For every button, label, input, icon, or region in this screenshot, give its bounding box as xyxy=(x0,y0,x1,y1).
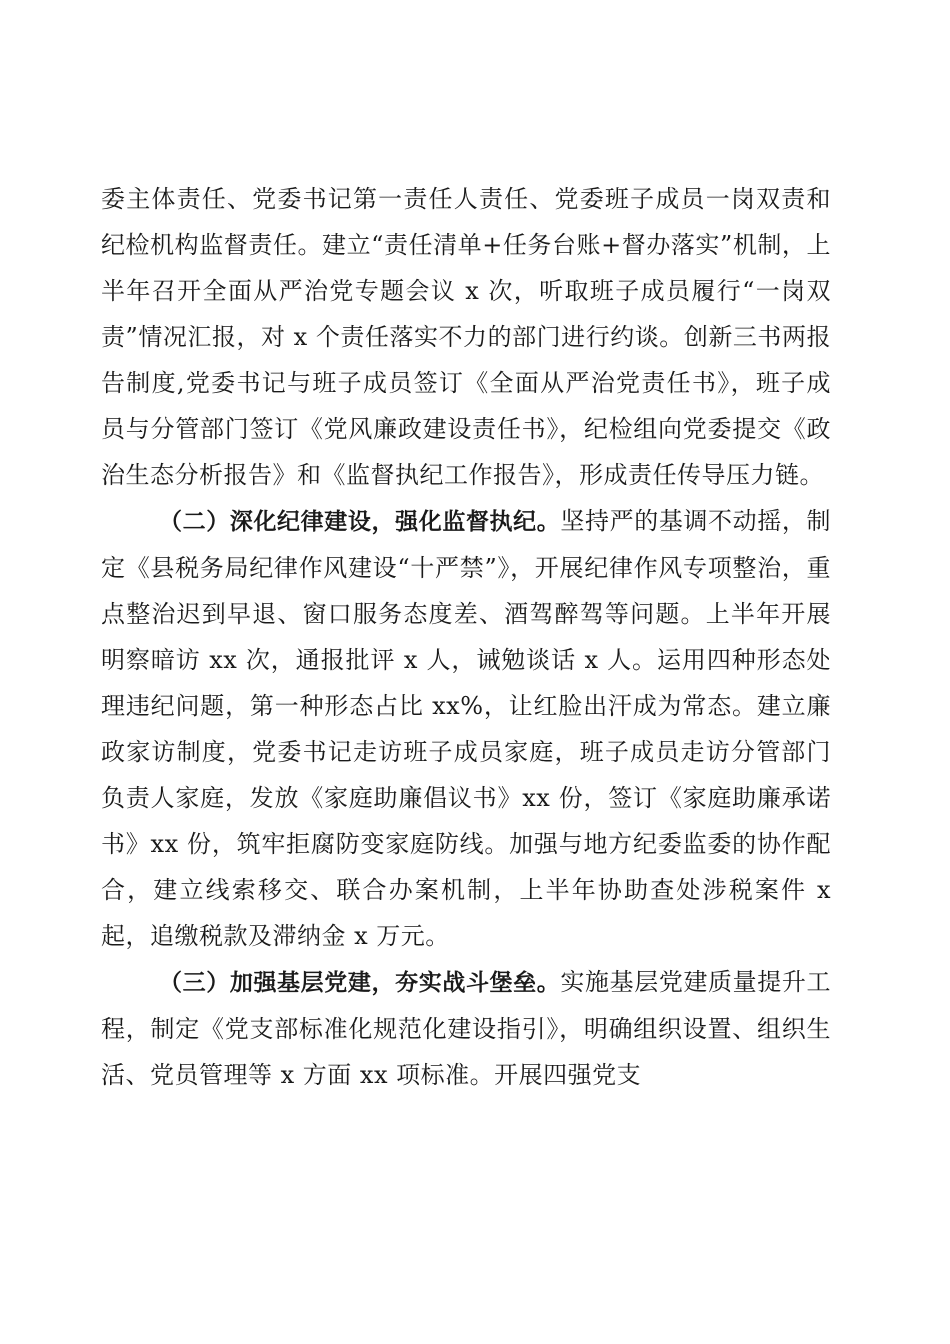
section-heading-2: （二）深化纪律建设，强化监督执纪。 xyxy=(159,509,561,535)
paragraph-2-body: 坚持严的基调不动摇，制定《县税务局纪律作风建设“十严禁”》，开展纪律作风专项整治，重点整治迟到早退、窗口服务态度差、酒驾醉驾等问题。上半年开展明察暗访 xx 次，通报批评 x 人，诫勉谈话 x 人。运用四种形态处理违纪问题，第一种形态占比 xx%，让红脸出汗成为常态。建立廉政家访制度，党委书记走访班子成员家庭，班子成员走访分管部门负责人家庭，发放《家庭助廉倡议书》xx 份，签订《家庭助廉承诺书》xx 份，筑牢拒腐防变家庭防线。加强与地方纪委监委的协作配合，建立线索移交、联合办案机制，上半年协助查处涉税案件 x 起，追缴税款及滞纳金 x 万元。 xyxy=(101,507,832,950)
paragraph-3-body: 实施基层党建质量提升工程，制定《党支部标准化规范化建设指引》，明确组织设置、组织生活、党员管理等 x 方面 xx 项标准。开展四强党支 xyxy=(101,968,832,1089)
section-heading-3: （三）加强基层党建，夯实战斗堡垒。 xyxy=(159,970,561,996)
paragraph-2 xyxy=(101,498,831,959)
document-body xyxy=(101,176,831,1098)
paragraph-1 xyxy=(101,176,831,498)
paragraph-1-body: 委主体责任、党委书记第一责任人责任、党委班子成员一岗双责和纪检机构监督责任。建立“责任清单+任务台账+督办落实”机制，上半年召开全面从严治党专题会议 x 次，听取班子成员履行“一岗双责”情况汇报，对 x 个责任落实不力的部门进行约谈。创新三书两报告制度,党委书记与班子成员签订《全面从严治党责任书》，班子成员与分管部门签订《党风廉政建设责任书》，纪检组向党委提交《政治生态分析报告》和《监督执纪工作报告》，形成责任传导压力链。 xyxy=(101,185,831,489)
paragraph-3 xyxy=(101,959,831,1098)
